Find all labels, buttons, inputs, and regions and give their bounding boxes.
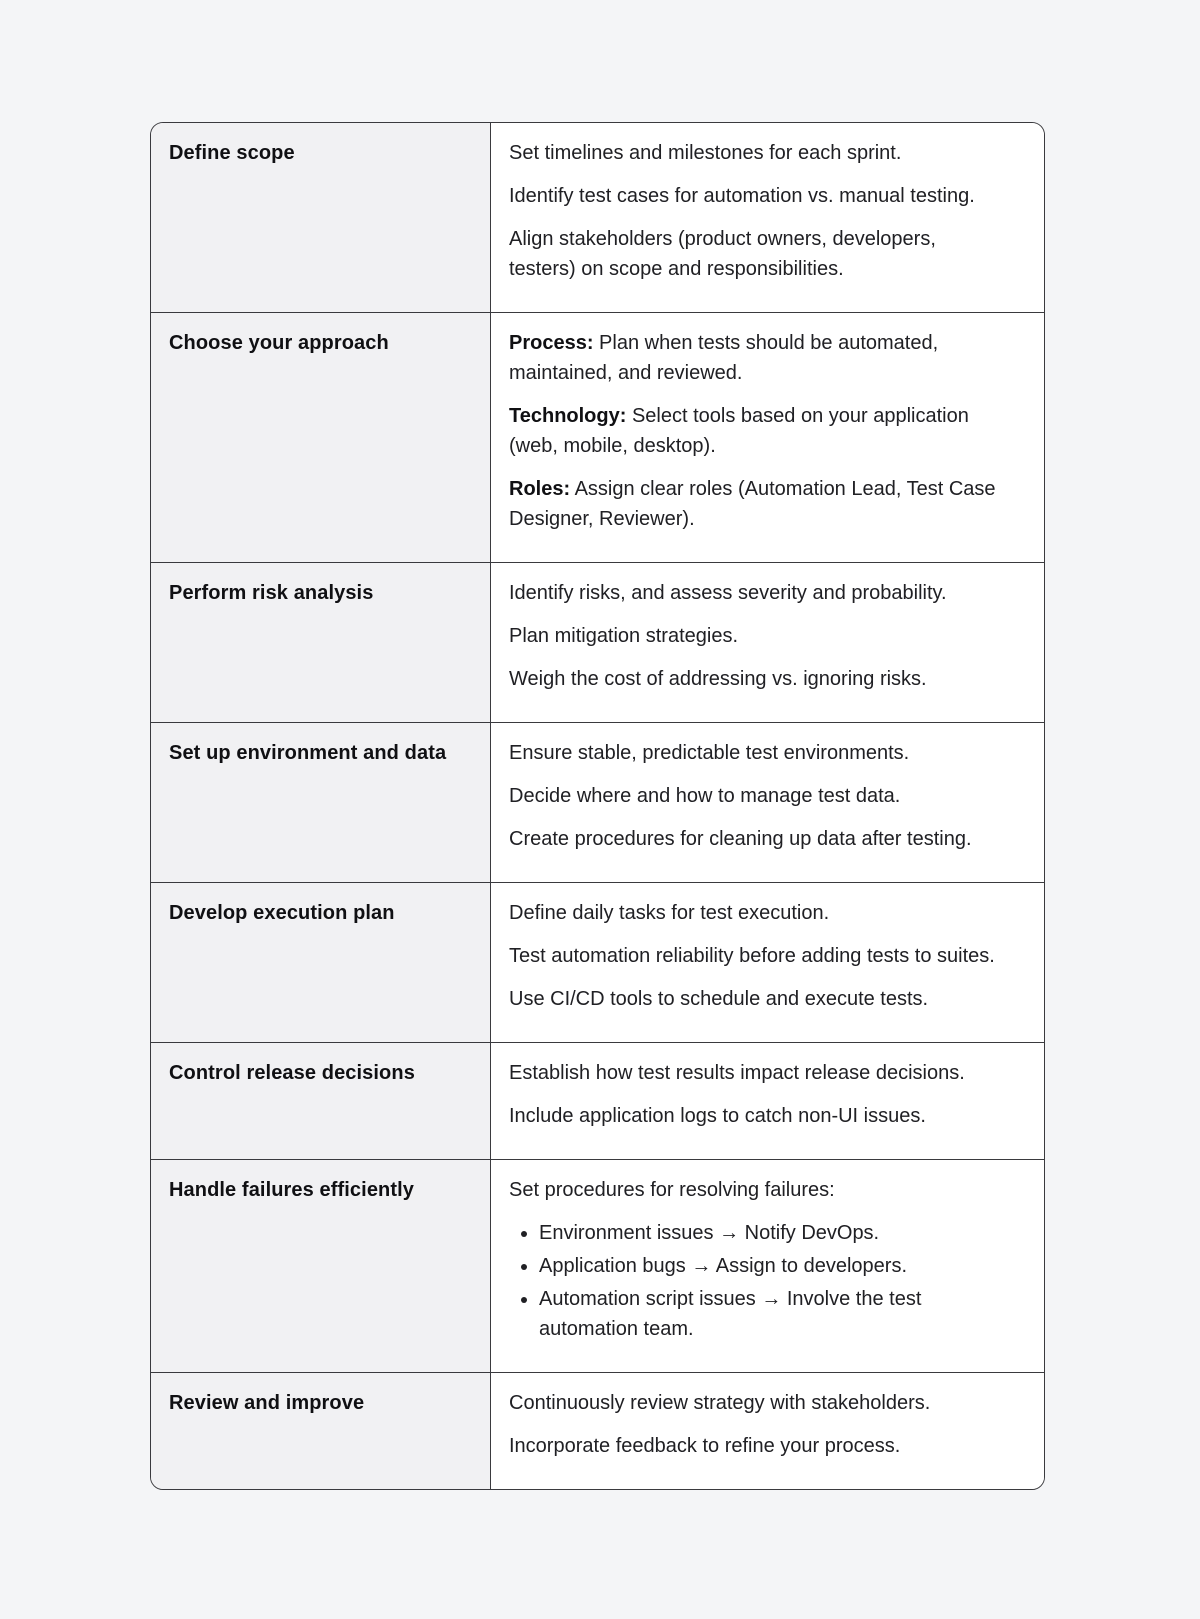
table-row-execution-plan — [151, 882, 1044, 1042]
body-paragraph — [509, 474, 996, 534]
body-paragraph: Use CI/CD tools to schedule and execute tests. — [509, 988, 929, 1010]
paragraph-lead: Roles: — [509, 478, 571, 500]
body-paragraph: Establish how test results impact release decisions. — [509, 1062, 965, 1084]
body-paragraph: Ensure stable, predictable test environments. — [509, 742, 910, 764]
body-paragraph: Incorporate feedback to refine your process. — [509, 1435, 901, 1457]
failure-bullet-list — [509, 1218, 996, 1344]
body-paragraph — [509, 401, 996, 461]
bullet-item: • Automation script issues → Involve the test automation team. — [539, 1284, 996, 1344]
row-body-review-improve — [491, 1373, 1044, 1489]
body-paragraph: Create procedures for cleaning up data after testing. — [509, 828, 972, 850]
row-header-risk-analysis: Perform risk analysis — [151, 563, 491, 722]
row-body-choose-approach — [491, 313, 1044, 562]
row-header-handle-failures: Handle failures efficiently — [151, 1160, 491, 1372]
body-paragraph: Identify test cases for automation vs. manual testing. — [509, 185, 975, 207]
row-body-environment-data — [491, 723, 1044, 882]
body-paragraph: Align stakeholders (product owners, developers, testers) on scope and responsibilities. — [509, 228, 936, 280]
body-paragraph: Include application logs to catch non-UI issues. — [509, 1105, 926, 1127]
table-row-risk-analysis — [151, 562, 1044, 722]
body-paragraph: Test automation reliability before adding tests to suites. — [509, 945, 995, 967]
paragraph-rest: Select tools based on your application (web, mobile, desktop). — [509, 405, 969, 457]
body-paragraph: Continuously review strategy with stakeholders. — [509, 1392, 931, 1414]
row-header-release-decisions: Control release decisions — [151, 1043, 491, 1159]
row-body-risk-analysis — [491, 563, 1044, 722]
body-paragraph: Decide where and how to manage test data. — [509, 785, 901, 807]
row-body-handle-failures — [491, 1160, 1044, 1372]
row-header-choose-approach: Choose your approach — [151, 313, 491, 562]
body-paragraph: Weigh the cost of addressing vs. ignoring risks. — [509, 668, 927, 690]
row-header-execution-plan: Develop execution plan — [151, 883, 491, 1042]
paragraph-lead: Technology: — [509, 405, 627, 427]
paragraph-rest: Plan when tests should be automated, maintained, and reviewed. — [509, 332, 939, 384]
test-strategy-table — [150, 122, 1045, 1490]
body-paragraph: Set procedures for resolving failures: — [509, 1179, 835, 1201]
body-paragraph — [509, 328, 996, 388]
bullet-item: • Environment issues → Notify DevOps. — [539, 1218, 996, 1248]
table-row-choose-approach — [151, 312, 1044, 562]
body-paragraph: Define daily tasks for test execution. — [509, 902, 830, 924]
row-header-define-scope: Define scope — [151, 123, 491, 312]
table-row-release-decisions — [151, 1042, 1044, 1159]
bullet-item: • Application bugs → Assign to developers. — [539, 1251, 996, 1281]
body-paragraph: Identify risks, and assess severity and probability. — [509, 582, 947, 604]
table-row-environment-data — [151, 722, 1044, 882]
row-body-define-scope — [491, 123, 1044, 312]
row-header-review-improve: Review and improve — [151, 1373, 491, 1489]
paragraph-rest: Assign clear roles (Automation Lead, Test Case Designer, Reviewer). — [509, 478, 996, 530]
table-row-define-scope — [151, 123, 1044, 312]
table-row-review-improve — [151, 1372, 1044, 1489]
table-row-handle-failures — [151, 1159, 1044, 1372]
row-body-execution-plan — [491, 883, 1044, 1042]
row-body-release-decisions — [491, 1043, 1044, 1159]
body-paragraph: Plan mitigation strategies. — [509, 625, 739, 647]
paragraph-lead: Process: — [509, 332, 594, 354]
row-header-environment-data: Set up environment and data — [151, 723, 491, 882]
body-paragraph: Set timelines and milestones for each sprint. — [509, 142, 902, 164]
